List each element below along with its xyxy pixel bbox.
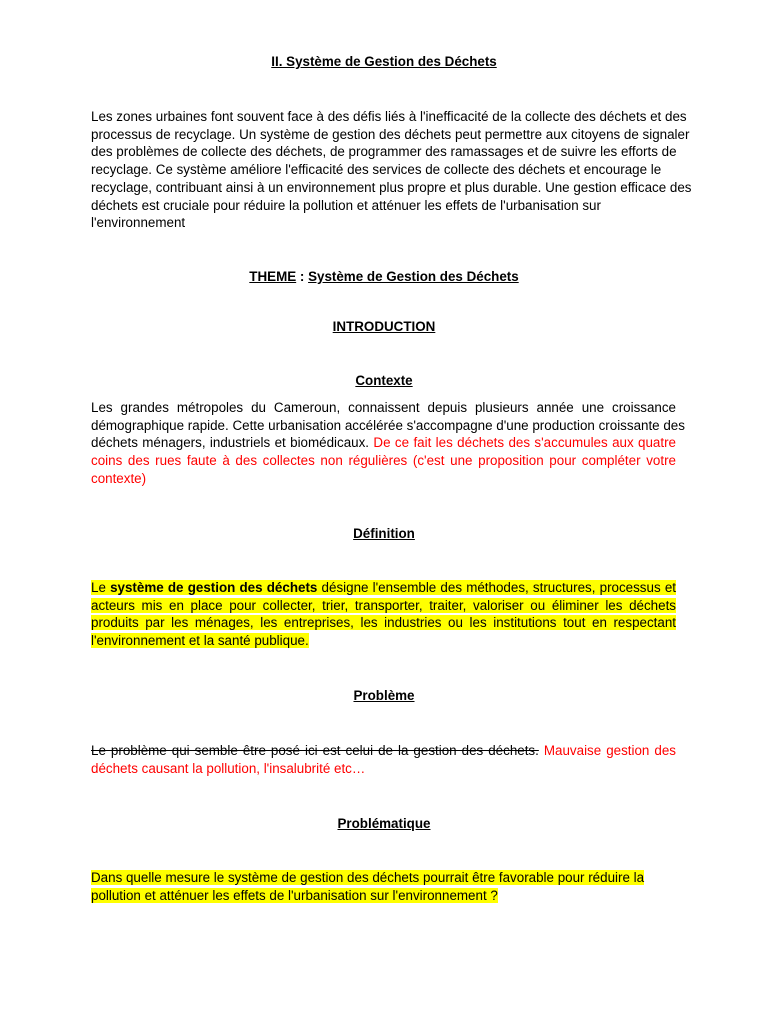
definition-heading-text: Définition: [353, 526, 415, 541]
definition-line: [91, 632, 676, 650]
intro-line: Les zones urbaines font souvent face à des défis liés à l'inefficacité de la collecte des déchets et des: [91, 109, 687, 124]
problematique-text: pollution et atténuer les effets de l'urbanisation sur l'environnement ?: [91, 887, 498, 903]
intro-line: recyclage, contribuant ainsi à un environnement plus propre et plus durable. Une gestion efficace des: [91, 179, 692, 195]
intro-line: déchets est cruciale pour réduire la pollution et atténuer les effets de l'urbanisation sur: [91, 197, 601, 213]
definition-heading: [0, 525, 768, 543]
definition-line: [91, 614, 676, 632]
definition-line: [91, 579, 676, 597]
problematique-line: [91, 869, 676, 887]
introduction-heading-text: INTRODUCTION: [332, 319, 436, 334]
theme-value: Système de Gestion des Déchets: [308, 269, 519, 284]
problematique-heading: [0, 815, 768, 833]
probleme-heading-text: Problème: [353, 688, 415, 703]
probleme-heading: [0, 687, 768, 705]
definition-text: acteurs mis en place pour collecter, trier, transporter, traiter, valoriser ou éliminer les déchets: [91, 597, 676, 613]
intro-line: recyclage. Ce système améliore l'efficacité des services de collecte des déchets et encourage le: [91, 162, 662, 178]
problematique-line: [91, 887, 676, 905]
definition-line: [91, 597, 676, 615]
theme-label: THEME: [249, 269, 297, 284]
contexte-line: [91, 434, 676, 452]
problematique-text: Dans quelle mesure le système de gestion des déchets pourrait être favorable pour réduire la: [91, 870, 645, 885]
probleme-suggestion-line: déchets causant la pollution, l'insalubrité etc…: [91, 760, 366, 776]
contexte-suggestion: De ce fait les déchets des s'accumules aux quatre: [369, 435, 677, 451]
intro-line: l'environnement: [91, 215, 186, 231]
introduction-heading: [0, 318, 768, 336]
probleme-line: [91, 742, 676, 760]
intro-line: des problèmes de collecte des déchets, de programmer des ramassages et de suivre les efforts de: [91, 144, 677, 160]
contexte-line: démographique rapide. Cette urbanisation accélérée s'accompagne d'une production croissante des: [91, 417, 685, 433]
intro-line: processus de recyclage. Un système de gestion des déchets peut permettre aux citoyens de signaler: [91, 126, 690, 142]
contexte-text: déchets ménagers, industriels et biomédicaux.: [91, 435, 370, 451]
definition-text: produits par les ménages, les entreprises, les industries ou les institutions tout en respectant: [91, 615, 676, 631]
probleme-struck-text: Le problème qui semble être posé ici est celui de la gestion des déchets.: [91, 743, 539, 758]
probleme-suggestion: Mauvaise gestion des: [538, 743, 676, 758]
contexte-suggestion-line: coins des rues faute à des collectes non régulières (c'est une proposition pour compléter votre: [91, 453, 676, 469]
definition-term: système de gestion des déchets: [110, 580, 318, 595]
definition-text: l'environnement et la santé publique.: [91, 633, 309, 649]
theme-line: [0, 268, 768, 286]
contexte-heading: [0, 372, 768, 390]
section-title: [0, 53, 768, 71]
definition-post: désigne l'ensemble des méthodes, structures, processus et: [317, 580, 676, 595]
contexte-line: Les grandes métropoles du Cameroun, connaissent depuis plusieurs année une croissance: [91, 400, 676, 415]
definition-pre: Le: [91, 580, 111, 595]
contexte-heading-text: Contexte: [355, 373, 413, 388]
theme-separator: :: [296, 269, 309, 284]
problematique-heading-text: Problématique: [337, 816, 431, 831]
contexte-suggestion-line: contexte): [91, 470, 147, 486]
section-title-text: II. Système de Gestion des Déchets: [271, 54, 497, 69]
